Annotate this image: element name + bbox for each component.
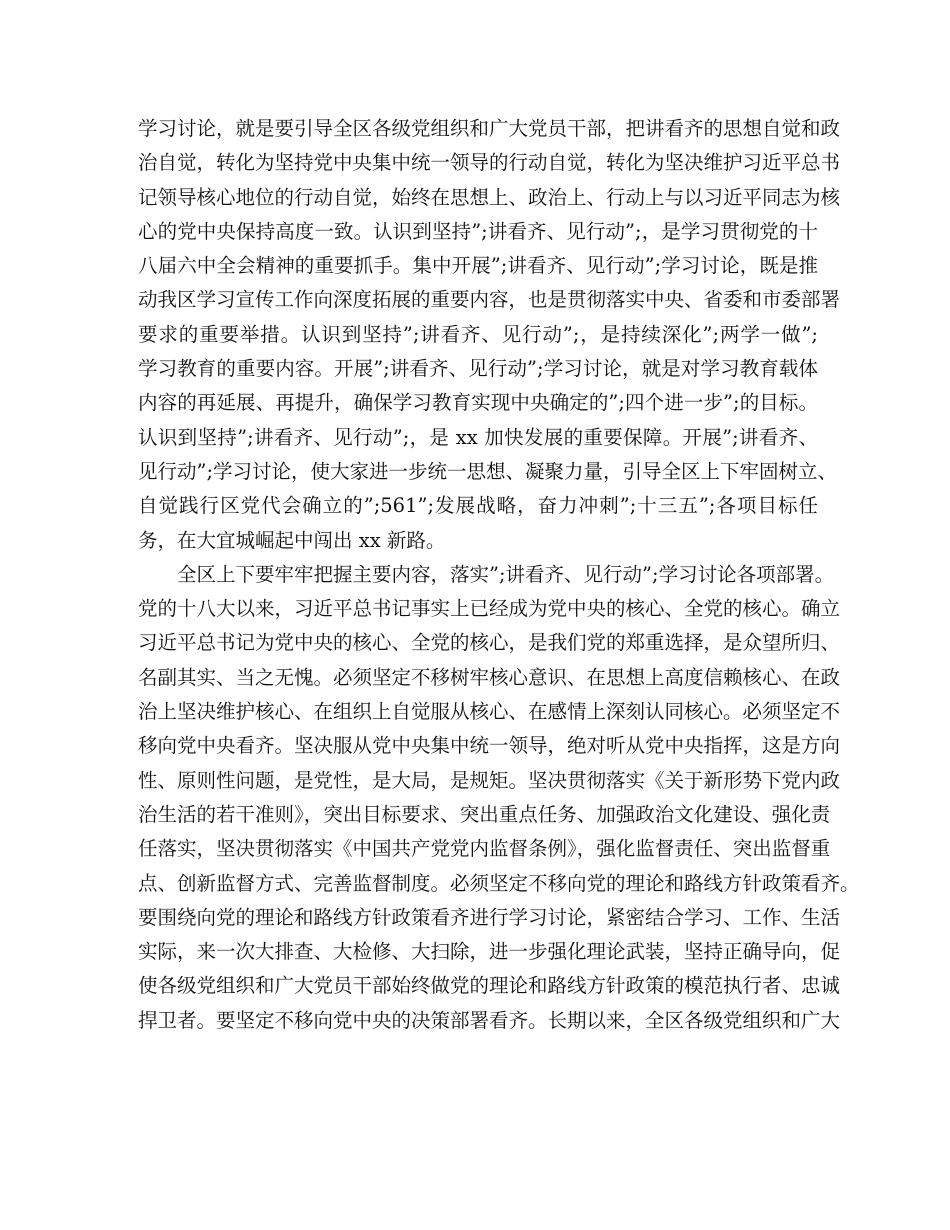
text-line: 要求的重要举措。认识到坚持”;讲看齐、见行动”;，是持续深化”;两学一做”; <box>138 322 818 346</box>
text-line: 任落实，坚决贯彻落实《中国共产党党内监督条例》，强化监督责任、突出监督重 <box>138 837 831 861</box>
text-line: 党的十八大以来，习近平总书记事实上已经成为党中央的核心、全党的核心。确立 <box>138 597 841 621</box>
text-line: 要围绕向党的理论和路线方针政策看齐进行学习讨论，紧密结合学习、工作、生活 <box>138 905 841 929</box>
text-line: 记领导核心地位的行动自觉，始终在思想上、政治上、行动上与以习近平同志为核 <box>138 185 841 209</box>
text-line: 内容的再延展、再提升，确保学习教育实现中央确定的”;四个进一步”;的目标。 <box>138 391 818 415</box>
text-line: 使各级党组织和广大党员干部始终做党的理论和路线方针政策的模范执行者、忠诚 <box>138 974 841 998</box>
text-line: 移向党中央看齐。坚决服从党中央集中统一领导，绝对听从党中央指挥，这是方向 <box>138 734 841 758</box>
text-line: 治自觉，转化为坚持党中央集中统一领导的行动自觉，转化为坚决维护习近平总书 <box>138 151 841 175</box>
text-line: 习近平总书记为党中央的核心、全党的核心，是我们党的郑重选择，是众望所归、 <box>138 631 841 655</box>
text-line: 八届六中全会精神的重要抓手。集中开展”;讲看齐、见行动”;学习讨论，既是推 <box>138 254 818 278</box>
text-line: 认识到坚持”;讲看齐、见行动”;，是 xx 加快发展的重要保障。开展”;讲看齐、 <box>138 425 818 449</box>
text-line: 学习讨论，就是要引导全区各级党组织和广大党员干部，把讲看齐的思想自觉和政 <box>138 117 841 140</box>
text-line: 性、原则性问题，是党性，是大局，是规矩。坚决贯彻落实《关于新形势下党内政 <box>138 768 841 792</box>
text-line: 名副其实、当之无愧。必须坚定不移树牢核心意识、在思想上高度信赖核心、在政 <box>138 665 841 689</box>
text-line: 动我区学习宣传工作向深度拓展的重要内容，也是贯彻落实中央、省委和市委部署 <box>138 288 841 312</box>
text-line: 治上坚决维护核心、在组织上自觉服从核心、在感情上深刻认同核心。必须坚定不 <box>138 700 841 724</box>
text-line: 自觉践行区党代会确立的”;561”;发展战略，奋力冲刺”;十三五”;各项目标任 <box>138 494 818 518</box>
text-line: 学习教育的重要内容。开展”;讲看齐、见行动”;学习讨论，就是对学习教育载体 <box>138 357 818 381</box>
text-line: 心的党中央保持高度一致。认识到坚持”;讲看齐、见行动”;，是学习贯彻党的十 <box>138 219 818 243</box>
text-line: 实际，来一次大排查、大检修、大扫除，进一步强化理论武装，坚持正确导向，促 <box>138 940 841 964</box>
text-line: 治生活的若干准则》，突出目标要求、突出重点任务、加强政治文化建设、强化责 <box>138 802 831 826</box>
text-line: 全区上下要牢牢把握主要内容，落实”;讲看齐、见行动”;学习讨论各项部署。 <box>177 562 835 586</box>
text-line: 点、创新监督方式、完善监督制度。必须坚定不移向党的理论和路线方针政策看齐。 <box>138 871 860 895</box>
text-line: 务，在大宜城崛起中闯出 xx 新路。 <box>138 528 446 552</box>
text-line: 捍卫者。要坚定不移向党中央的决策部署看齐。长期以来，全区各级党组织和广大 <box>138 1008 841 1032</box>
text-line: 见行动”;学习讨论，使大家进一步统一思想、凝聚力量，引导全区上下牢固树立、 <box>138 459 838 483</box>
body-text <box>138 112 860 1038</box>
